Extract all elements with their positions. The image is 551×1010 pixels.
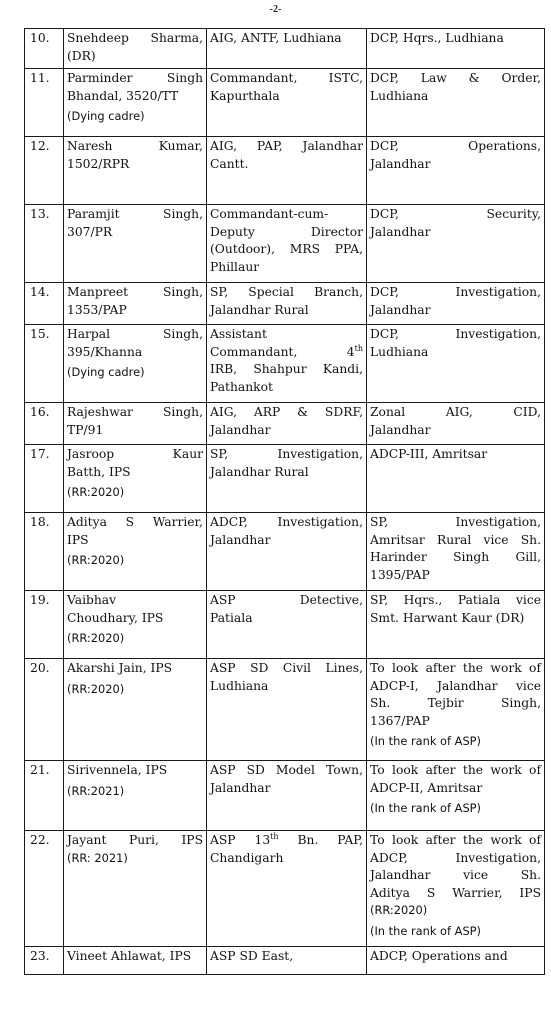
serial-number: 23. [25,947,64,975]
cell-line: Vaibhav [67,593,117,607]
cell-line: To look after the work of [370,661,541,675]
table-row [25,205,545,283]
table-row [25,69,545,137]
cell-line: Jalandhar [210,422,271,437]
table-row [25,513,545,591]
cell-note: (Dying cadre) [67,109,145,123]
serial-number: 14. [25,283,64,325]
cell-line: AIG, ANTF, Ludhiana [210,31,342,45]
cell-line: To look after the work of [370,763,541,777]
officer-name-cell [64,403,207,445]
cell-line: Harinder Singh Gill, [370,550,541,564]
present-posting-cell [207,29,367,69]
cell-line: Jayant Puri, IPS [67,833,203,847]
cell-line: DCP, Investigation, [370,327,541,341]
officer-name-cell [64,947,207,975]
cell-line: Sh. Tejbir Singh, [370,696,541,710]
serial-number: 15. [25,325,64,403]
cell-line: Sirivennela, IPS [67,763,168,777]
table-row [25,591,545,659]
officer-name-cell [64,659,207,761]
serial-number: 21. [25,761,64,831]
serial-number: 11. [25,69,64,137]
cell-line: Jalandhar [210,532,271,547]
cell-line: ADCP-II, Amritsar [370,780,483,795]
page-number: -2- [269,4,282,15]
table-row [25,947,545,975]
table-body [25,29,545,975]
cell-line: Aditya S Warrier, [67,515,203,529]
serial-number: 13. [25,205,64,283]
cell-line: Jalandhar [370,156,431,171]
cell-note: (RR:2020) [67,681,125,696]
new-posting-cell [367,445,545,513]
cell-line: SP, Special Branch, [210,285,363,299]
cell-note: (RR:2021) [67,783,125,798]
cell-line: Zonal AIG, CID, [370,405,541,419]
serial-number: 22. [25,831,64,947]
cell-line: Amritsar Rural vice Sh. [370,532,541,547]
cell-line: Jalandhar Rural [210,464,309,479]
table-row [25,659,545,761]
cell-line: SP, Investigation, [210,447,363,461]
cell-line: Chandigarh [210,850,284,865]
present-posting-cell [207,591,367,659]
cell-line: Jalandhar [370,224,431,239]
cell-line: AIG, ARP & SDRF, [210,405,363,419]
cell-line: ADCP, Investigation, [370,850,541,865]
cell-line: Jalandhar [210,780,271,795]
new-posting-cell [367,403,545,445]
new-posting-cell [367,283,545,325]
cell-line: 395/Khanna [67,344,143,359]
present-posting-cell [207,137,367,205]
new-posting-cell [367,29,545,69]
cell-line: Ludhiana [370,344,429,359]
cell-line: Manpreet Singh, [67,285,203,299]
cell-line: ADCP, Operations and [370,949,508,963]
present-posting-cell [207,69,367,137]
cell-line: Cantt. [210,156,249,171]
cell-line: 1502/RPR [67,156,130,171]
officer-name-cell [64,325,207,403]
serial-number: 17. [25,445,64,513]
present-posting-cell [207,659,367,761]
cell-line: ASP Detective, [210,593,363,607]
cell-line: Akarshi Jain, IPS [67,661,173,675]
cell-line: ADCP, Investigation, [210,515,363,529]
present-posting-cell [207,205,367,283]
cell-line: Choudhary, IPS [67,610,164,625]
cell-line: DCP, Security, [370,207,541,221]
cell-line: SP, Investigation, [370,515,541,529]
table-row [25,445,545,513]
officer-name-cell [64,69,207,137]
cell-note: (In the rank of ASP) [370,801,481,815]
cell-line: (DR) [67,48,96,63]
cell-line: ASP SD Civil Lines, [210,661,363,675]
present-posting-cell [207,403,367,445]
cell-line: Deputy Director [210,224,363,239]
new-posting-cell [367,205,545,283]
cell-line: Ludhiana [210,678,269,693]
cell-line: Paramjit Singh, [67,207,203,221]
cell-line: Pathankot [210,379,273,394]
cell-line: Smt. Harwant Kaur (DR) [370,610,525,625]
officer-name-cell [64,831,207,947]
cell-note: (Dying cadre) [67,365,145,379]
cell-line: Commandant, ISTC, [210,71,363,85]
cell-line: (Outdoor), MRS PPA, [210,242,363,256]
cell-line: (RR: 2021) [67,850,128,865]
cell-line: ASP SD East, [210,949,294,963]
cell-line: 307/PR [67,224,113,239]
present-posting-cell [207,513,367,591]
officer-name-cell [64,761,207,831]
cell-line: TP/91 [67,422,104,437]
officer-name-cell [64,137,207,205]
cell-line: 1395/PAP [370,567,430,582]
cell-line: ADCP-III, Amritsar [370,447,488,461]
new-posting-cell [367,947,545,975]
new-posting-cell [367,325,545,403]
table-row [25,137,545,205]
officer-name-cell [64,29,207,69]
cell-note: (In the rank of ASP) [370,734,481,748]
table-row [25,325,545,403]
cell-line: 1353/PAP [67,302,127,317]
cell-note: (RR:2020) [67,485,125,499]
new-posting-cell [367,137,545,205]
cell-line: Harpal Singh, [67,327,203,341]
serial-number: 20. [25,659,64,761]
transfer-table [24,28,545,975]
officer-name-cell [64,283,207,325]
officer-name-cell [64,513,207,591]
serial-number: 18. [25,513,64,591]
present-posting-cell [207,445,367,513]
cell-line: AIG, PAP, Jalandhar [210,139,363,153]
new-posting-cell [367,69,545,137]
cell-line: DCP, Operations, [370,139,541,153]
cell-line: Kapurthala [210,88,280,103]
cell-line: Phillaur [210,259,260,274]
serial-number: 10. [25,29,64,69]
serial-number: 16. [25,403,64,445]
present-posting-cell [207,283,367,325]
cell-line: IRB, Shahpur Kandi, [210,362,363,376]
table-row [25,831,545,947]
cell-line: Commandant, 4th [210,343,363,359]
cell-line: Assistant [210,327,267,341]
cell-line: DCP, Law & Order, [370,71,541,85]
cell-line: (RR:2020) [370,903,428,917]
present-posting-cell [207,325,367,403]
cell-line: Ludhiana [370,88,429,103]
cell-line: Patiala [210,610,253,625]
cell-line: Batth, IPS [67,464,131,479]
new-posting-cell [367,659,545,761]
cell-line: Bhandal, 3520/TT [67,88,179,103]
cell-line: DCP, Investigation, [370,285,541,299]
officer-name-cell [64,445,207,513]
cell-line: Aditya S Warrier, IPS [370,885,541,900]
table-row [25,29,545,69]
new-posting-cell [367,761,545,831]
table-row [25,761,545,831]
new-posting-cell [367,591,545,659]
cell-line: SP, Hqrs., Patiala vice [370,593,541,607]
cell-line: Snehdeep Sharma, [67,31,203,45]
cell-line: Jasroop Kaur [67,447,203,461]
present-posting-cell [207,947,367,975]
cell-line: ADCP-I, Jalandhar vice [370,678,541,693]
cell-line: Rajeshwar Singh, [67,405,203,419]
cell-line: Parminder Singh [67,71,203,85]
serial-number: 19. [25,591,64,659]
cell-line: Vineet Ahlawat, IPS [67,949,192,963]
officer-name-cell [64,591,207,659]
cell-note: (RR:2020) [67,631,125,645]
cell-line: Jalandhar Rural [210,302,309,317]
cell-line: Jalandhar [370,422,431,437]
cell-note: (In the rank of ASP) [370,923,481,938]
cell-note: (RR:2020) [67,553,125,567]
cell-line: ASP SD Model Town, [210,763,363,777]
cell-line: Jalandhar vice Sh. [370,868,541,882]
cell-line: To look after the work of [370,833,541,847]
new-posting-cell [367,513,545,591]
cell-line: 1367/PAP [370,713,430,728]
officer-name-cell [64,205,207,283]
table-row [25,283,545,325]
cell-line: ASP 13th Bn. PAP, [210,831,363,847]
cell-line: Commandant-cum- [210,207,329,221]
cell-line: DCP, Hqrs., Ludhiana [370,31,504,45]
serial-number: 12. [25,137,64,205]
cell-line: IPS [67,532,89,547]
new-posting-cell [367,831,545,947]
present-posting-cell [207,761,367,831]
cell-line: Naresh Kumar, [67,139,203,153]
present-posting-cell [207,831,367,947]
cell-line: Jalandhar [370,302,431,317]
table-row [25,403,545,445]
